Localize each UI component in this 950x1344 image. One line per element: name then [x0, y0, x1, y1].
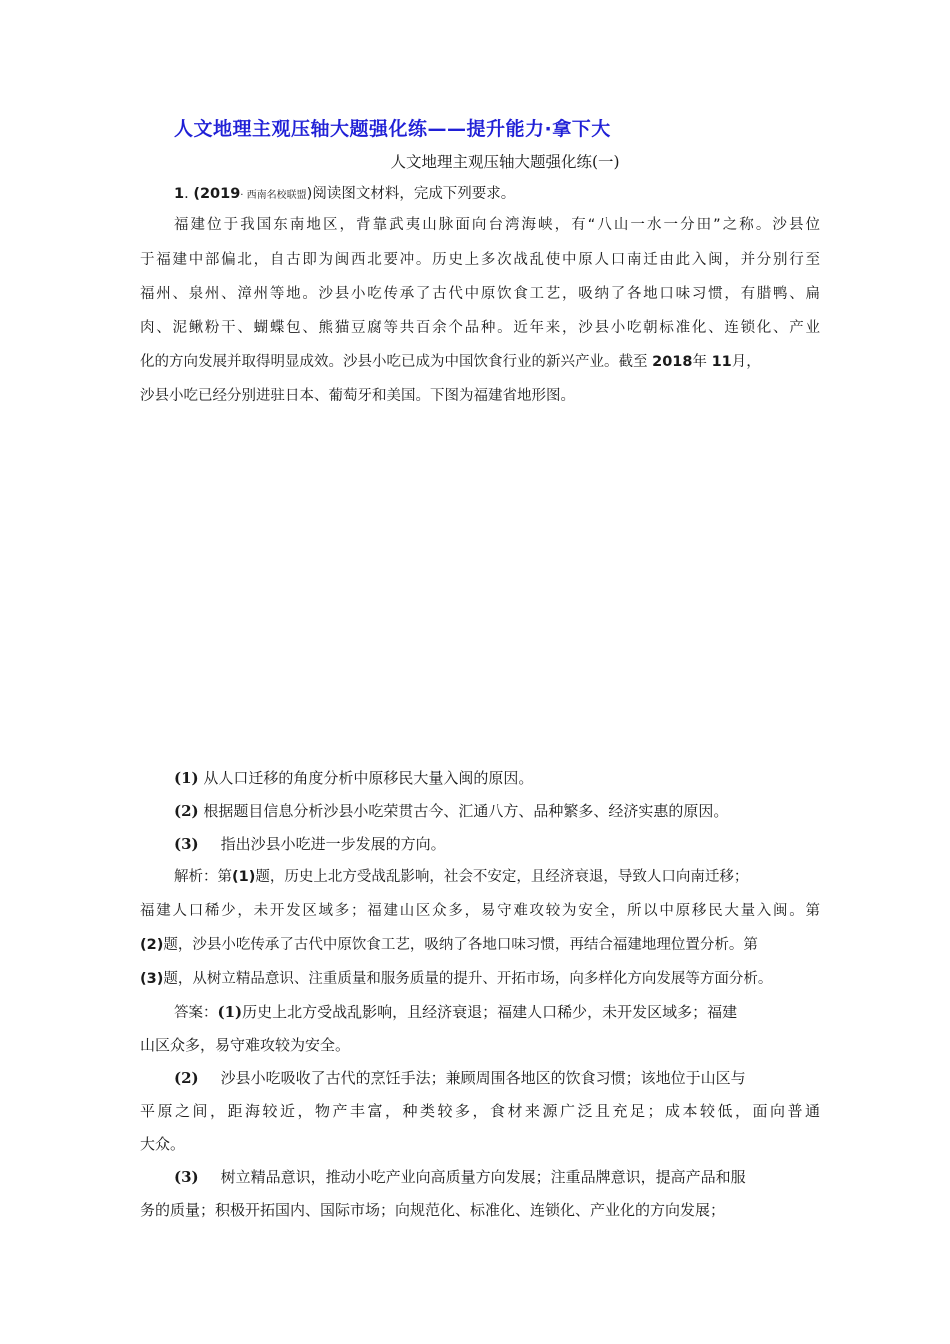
answer-line: 平原之间，距海较近，物产丰富，种类较多，食材来源广泛且充足；成本较低，面向普通 — [140, 1102, 820, 1120]
question-year: (2019 — [193, 186, 241, 202]
passage-line: 化的方向发展并取得明显成效。沙县小吃已成为中国饮食行业的新兴产业。截至 2018年 11月， — [140, 354, 761, 370]
passage-line: 于福建中部偏北，自古即为闽西北要冲。历史上多次战乱使中原人口南迁由此入闽，并分别行至 — [140, 252, 820, 268]
analysis-line: 福建人口稀少，未开发区域多；福建山区众多，易守难攻较为安全，所以中原移民大量入闽。第 — [140, 903, 820, 919]
answer-line: 大众。 — [140, 1135, 186, 1153]
answer-line: 务的质量；积极开拓国内、国际市场；向规范化、标准化、连锁化、产业化的方向发展； — [140, 1201, 726, 1219]
question-number: 1 — [174, 186, 185, 202]
answer-line: 答案：(1)历史上北方受战乱影响，且经济衰退；福建人口稀少，未开发区域多；福建 — [174, 1003, 738, 1021]
question-source: · 西南名校联盟 — [240, 190, 307, 201]
date-month: 11 — [711, 354, 732, 370]
subquestion-1: (1) 从人口迁移的角度分析中原移民大量入闽的原因。 — [174, 769, 534, 787]
analysis-line: (3)题，从树立精品意识、注重质量和服务质量的提升、开拓市场，向多样化方向发展等方面分析。 — [140, 971, 773, 987]
section-title: 人文地理主观压轴大题强化练——提升能力·拿下大 — [174, 118, 611, 140]
subquestion-3: (3) 指出沙县小吃进一步发展的方向。 — [174, 835, 446, 853]
passage-line: 肉、泥鳅粉干、蝴蝶包、熊猫豆腐等共百余个品种。近年来，沙县小吃朝标准化、连锁化、产业 — [140, 320, 820, 336]
exercise-subtitle: 人文地理主观压轴大题强化练(一) — [390, 153, 620, 171]
analysis-label: 解析：第 — [174, 869, 232, 885]
analysis-line: (2)题，沙县小吃传承了古代中原饮食工艺，吸纳了各地口味习惯，再结合福建地理位置分析。第 — [140, 937, 758, 953]
passage-line: 福州、泉州、漳州等地。沙县小吃传承了古代中原饮食工艺，吸纳了各地口味习惯，有腊鸭、扁 — [140, 286, 820, 302]
analysis-line: 解析：第(1)题，历史上北方受战乱影响，社会不安定，且经济衰退，导致人口向南迁移； — [174, 869, 749, 885]
date-year: 2018 — [652, 354, 693, 370]
passage-line: 沙县小吃已经分别进驻日本、葡萄牙和美国。下图为福建省地形图。 — [140, 388, 575, 404]
answer-line: (2) 沙县小吃吸收了古代的烹饪手法；兼顾周围各地区的饮食习惯；该地位于山区与 — [174, 1069, 746, 1087]
answer-line: (3) 树立精品意识，推动小吃产业向高质量方向发展；注重品牌意识，提高产品和服 — [174, 1168, 746, 1186]
passage-line: 福建位于我国东南地区，背靠武夷山脉面向台湾海峡，有“八山一水一分田”之称。沙县位 — [174, 217, 820, 233]
subquestion-2: (2) 根据题目信息分析沙县小吃荣贯古今、汇通八方、品种繁多、经济实惠的原因。 — [174, 802, 729, 820]
question-heading: 1. (2019· 西南名校联盟)阅读图文材料，完成下列要求。 — [174, 186, 516, 202]
answer-line: 山区众多，易守难攻较为安全。 — [140, 1036, 351, 1054]
fujian-terrain-map-placeholder — [140, 410, 820, 750]
answer-label: 答案： — [174, 1005, 218, 1021]
question-intro: )阅读图文材料，完成下列要求。 — [306, 186, 516, 202]
